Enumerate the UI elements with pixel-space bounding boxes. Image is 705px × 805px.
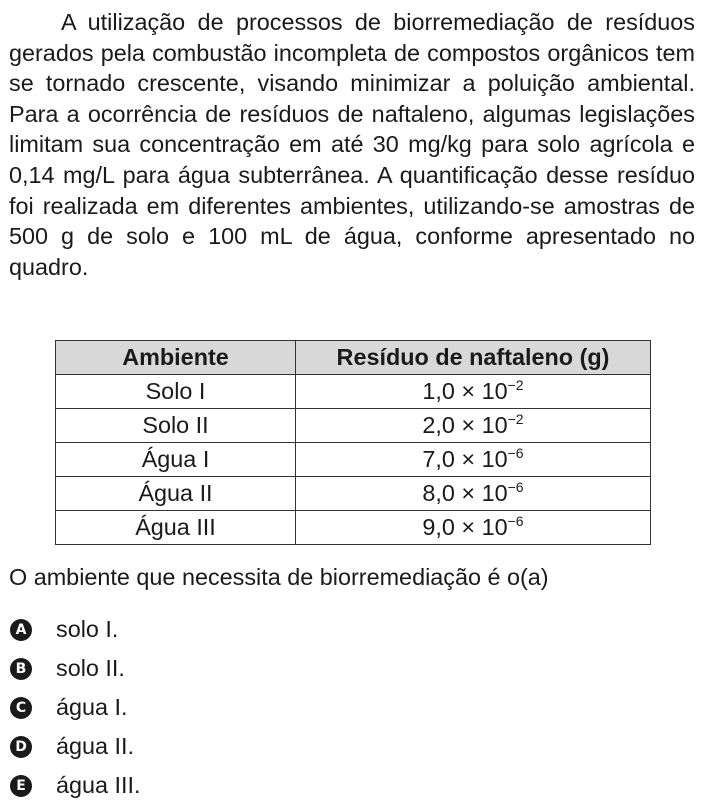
- cell-ambiente: Água III: [56, 511, 296, 545]
- value-exponent: −6: [507, 513, 524, 529]
- cell-residuo: [296, 443, 651, 477]
- value-mantissa: 7,0 × 10: [422, 446, 508, 472]
- option-letter-badge: B: [10, 658, 32, 680]
- question-paragraph: A utilização de processos de biorremediação de resíduos gerados pela combustão incompleta de compostos orgânicos tem se tornado crescente, visando minimizar a poluição ambiental. Para a ocorrência de resíduos de naftaleno, algumas legislações limitam sua concentração em até 30 mg/kg para solo agrícola e 0,14 mg/L para água subterrânea. A quantificação desse resíduo foi realizada em diferentes ambientes, utilizando-se amostras de 500 g de solo e 100 mL de água, conforme apresentado no quadro.: [9, 9, 695, 280]
- naphthalene-residue-table: [55, 340, 651, 545]
- option-a[interactable]: [9, 610, 141, 649]
- table-row: [56, 477, 651, 511]
- table-row: [56, 511, 651, 545]
- value-exponent: −2: [507, 411, 524, 427]
- option-letter-badge: E: [10, 775, 32, 797]
- option-text: solo I.: [56, 616, 119, 642]
- cell-residuo: [296, 511, 651, 545]
- cell-ambiente: Solo II: [56, 409, 296, 443]
- table-row: [56, 375, 651, 409]
- option-letter-badge: A: [10, 619, 32, 641]
- value-mantissa: 9,0 × 10: [422, 514, 508, 540]
- cell-ambiente: Água I: [56, 443, 296, 477]
- option-text: água I.: [56, 694, 128, 720]
- value-exponent: −6: [507, 445, 524, 461]
- option-d[interactable]: [9, 727, 141, 766]
- option-c[interactable]: [9, 688, 141, 727]
- option-text: água II.: [56, 733, 135, 759]
- cell-residuo: [296, 477, 651, 511]
- option-letter-badge: C: [10, 697, 32, 719]
- header-residuo: Resíduo de naftaleno (g): [296, 341, 651, 375]
- option-letter-badge: D: [10, 736, 32, 758]
- option-e[interactable]: [9, 766, 141, 805]
- answer-options: [9, 610, 141, 805]
- value-mantissa: 8,0 × 10: [422, 480, 508, 506]
- table-row: [56, 443, 651, 477]
- value-exponent: −2: [507, 377, 524, 393]
- cell-residuo: [296, 375, 651, 409]
- header-ambiente: Ambiente: [56, 341, 296, 375]
- table-header-row: [56, 341, 651, 375]
- option-text: água III.: [56, 772, 141, 798]
- option-text: solo II.: [56, 655, 125, 681]
- value-exponent: −6: [507, 479, 524, 495]
- cell-ambiente: Solo I: [56, 375, 296, 409]
- cell-ambiente: Água II: [56, 477, 296, 511]
- option-b[interactable]: [9, 649, 141, 688]
- cell-residuo: [296, 409, 651, 443]
- value-mantissa: 1,0 × 10: [422, 378, 508, 404]
- value-mantissa: 2,0 × 10: [422, 412, 508, 438]
- question-prompt: O ambiente que necessita de biorremediação é o(a): [9, 564, 549, 590]
- table-row: [56, 409, 651, 443]
